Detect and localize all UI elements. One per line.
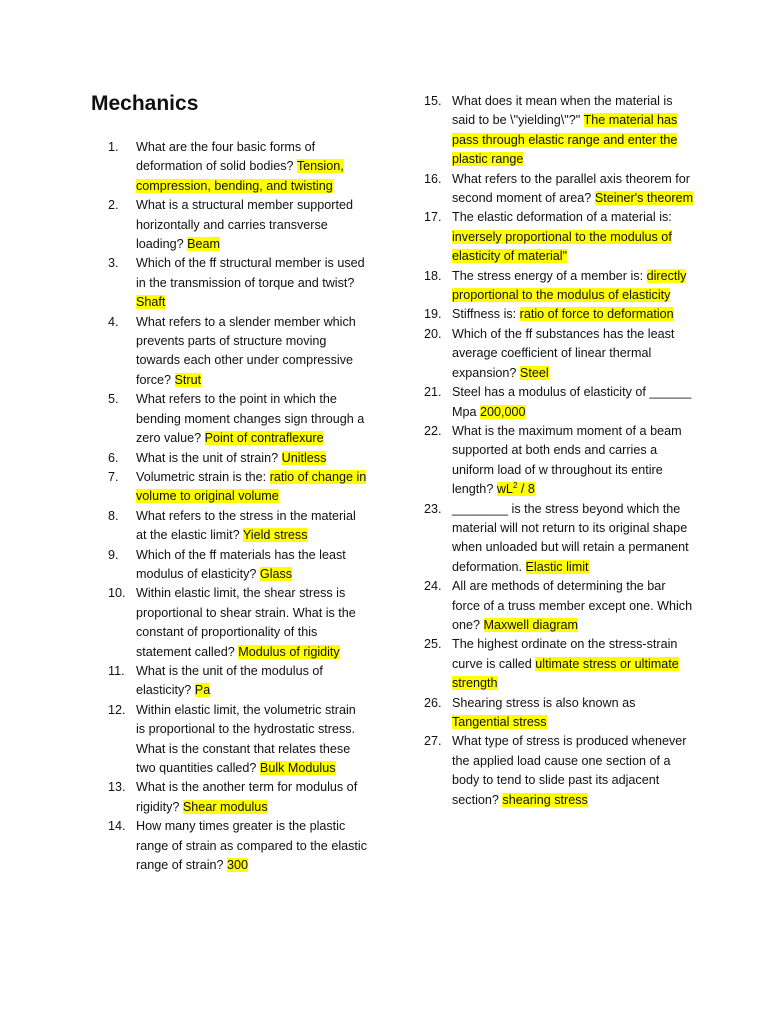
answer-highlight: ratio of change in volume to original volume <box>136 469 367 504</box>
question-text: What is the unit of the modulus of elasticity? <box>136 663 323 698</box>
question-text: What refers to the point in which the bending moment changes sign through a zero value? <box>136 392 365 446</box>
question-text: Within elastic limit, the shear stress is proportional to shear strain. What is the constant of proportionality of this statement called? <box>136 586 356 659</box>
answer-highlight: ratio of force to deformation <box>519 307 674 322</box>
item-number: 9. <box>108 547 119 562</box>
question-text: What refers to a slender member which prevents parts of structure moving towards each other under compressive force? <box>136 314 356 387</box>
answer-highlight: Steel <box>519 365 549 380</box>
answer-highlight: Bulk Modulus <box>259 761 336 775</box>
question-text: How many times greater is the plastic range of strain as compared to the elastic range of strain? <box>136 819 368 873</box>
list-item <box>108 817 368 875</box>
list-item <box>108 390 368 448</box>
list-item <box>424 305 694 324</box>
question-text: Within elastic limit, the volumetric strain is proportional to the hydrostatic stress. What is the constant that relates these two quantities called? <box>136 702 356 775</box>
question-text: The elastic deformation of a material is: <box>452 210 672 225</box>
item-number: 11. <box>108 663 125 678</box>
list-item <box>424 694 694 733</box>
answer-highlight: Tangential stress <box>452 715 547 729</box>
question-text: Steel has a modulus of elasticity of ______ Mpa <box>452 385 692 419</box>
list-item <box>424 383 694 422</box>
answer-highlight: Unitless <box>281 450 327 465</box>
item-number: 16. <box>424 171 442 186</box>
item-number: 3. <box>108 256 119 271</box>
item-number: 13. <box>108 780 126 795</box>
question-text: ________ is the stress beyond which the material will not return to its original shape when unloaded but will retain a permanent deformation. <box>452 501 689 574</box>
list-item <box>108 313 368 391</box>
answer-highlight: directly proportional to the modulus of elasticity <box>452 268 687 303</box>
question-text: What are the four basic forms of deformation of solid bodies? <box>136 140 316 174</box>
item-number: 24. <box>424 579 442 594</box>
list-item <box>424 732 694 810</box>
answer-highlight: Elastic limit <box>525 559 589 574</box>
question-text: Which of the ff substances has the least average coefficient of linear thermal expansion? <box>452 326 675 380</box>
answer-highlight: 300 <box>227 858 249 873</box>
question-text: Shearing stress is also known as <box>452 695 636 710</box>
list-item <box>108 196 368 254</box>
list-item <box>108 254 368 312</box>
question-list-right <box>424 92 694 810</box>
item-number: 23. <box>424 501 442 516</box>
list-item <box>424 325 694 383</box>
item-number: 4. <box>108 314 119 329</box>
answer-highlight: Strut <box>174 372 202 387</box>
answer-highlight: ultimate stress or ultimate strength <box>452 656 679 691</box>
answer-highlight: Yield stress <box>242 528 308 543</box>
question-text: What type of stress is produced whenever the applied load cause one section of a body to tend to slide past its adjacent section? <box>452 734 687 807</box>
list-item <box>108 507 368 546</box>
list-item <box>424 500 694 578</box>
question-text: The highest ordinate on the stress-strain curve is called <box>452 637 678 671</box>
question-text: What is a structural member supported horizontally and carries transverse loading? <box>136 198 353 252</box>
list-item <box>108 468 368 507</box>
item-number: 14. <box>108 819 126 834</box>
item-number: 17. <box>424 210 442 225</box>
item-number: 5. <box>108 392 119 407</box>
question-text: What does it mean when the material is said to be \"yielding\"?" <box>452 94 673 128</box>
item-number: 19. <box>424 307 442 322</box>
list-item <box>108 584 368 662</box>
answer-highlight: The material has pass through elastic range and enter the plastic range <box>452 113 678 167</box>
item-number: 8. <box>108 508 119 523</box>
item-number: 10. <box>108 586 126 601</box>
list-item <box>108 778 368 817</box>
answer-highlight: Point of contraflexure <box>204 431 324 446</box>
answer-highlight: 200,000 <box>480 404 526 419</box>
answer-highlight: Steiner's theorem <box>594 191 694 206</box>
item-number: 7. <box>108 469 119 484</box>
item-number: 26. <box>424 695 442 710</box>
item-number: 18. <box>424 268 442 283</box>
item-number: 12. <box>108 702 126 717</box>
answer-highlight: Modulus of rigidity <box>238 644 340 659</box>
question-text: All are methods of determining the bar force of a truss member except one. Which one? <box>452 579 693 632</box>
answer-tail: / 8 <box>517 482 535 497</box>
question-text: The stress energy of a member is: <box>452 268 644 283</box>
list-item <box>424 267 694 306</box>
list-item <box>424 92 694 170</box>
answer-highlight: Shear modulus <box>182 799 268 814</box>
item-number: 25. <box>424 637 442 652</box>
item-number: 20. <box>424 326 442 341</box>
question-text: Which of the ff structural member is used in the transmission of torque and twist? <box>136 256 365 290</box>
list-item <box>424 208 694 266</box>
answer-highlight: inversely proportional to the modulus of elasticity of material" <box>452 229 672 264</box>
question-text: What is the another term for modulus of rigidity? <box>136 780 358 814</box>
question-text: Volumetric strain is the: <box>136 469 267 484</box>
question-list-left <box>108 138 368 875</box>
answer-highlight: Glass <box>259 566 293 581</box>
answer-highlight <box>497 482 535 496</box>
list-item <box>108 701 368 779</box>
list-item <box>108 449 368 468</box>
answer-highlight: Beam <box>187 237 221 252</box>
list-item <box>108 138 368 196</box>
list-item <box>424 577 694 635</box>
item-number: 15. <box>424 94 442 108</box>
question-text: What is the unit of strain? <box>136 450 279 465</box>
answer-base: wL <box>496 482 513 497</box>
item-number: 2. <box>108 198 119 213</box>
answer-highlight: Pa <box>194 683 211 698</box>
question-text: Which of the ff materials has the least modulus of elasticity? <box>136 547 346 581</box>
page-title: Mechanics <box>91 92 199 115</box>
list-item <box>424 635 694 693</box>
item-number: 22. <box>424 423 442 438</box>
answer-highlight: Shaft <box>136 295 166 310</box>
list-item <box>424 422 694 500</box>
list-item <box>108 546 368 585</box>
question-text: Stiffness is: <box>452 307 517 322</box>
item-number: 21. <box>424 385 442 400</box>
item-number: 27. <box>424 734 442 749</box>
answer-exponent: 2 <box>512 480 518 490</box>
question-text: What refers to the parallel axis theorem for second moment of area? <box>452 171 690 206</box>
question-text: What is the maximum moment of a beam supported at both ends and carries a uniform load of w throughout its entire length? <box>452 423 682 497</box>
list-item <box>108 662 368 701</box>
answer-highlight: Tension, compression, bending, and twisting <box>136 159 344 193</box>
item-number: 6. <box>108 450 119 465</box>
answer-highlight: Maxwell diagram <box>483 617 579 632</box>
list-item <box>424 170 694 209</box>
item-number: 1. <box>108 140 119 154</box>
question-text: What refers to the stress in the material at the elastic limit? <box>136 508 356 543</box>
answer-highlight: shearing stress <box>502 792 588 807</box>
